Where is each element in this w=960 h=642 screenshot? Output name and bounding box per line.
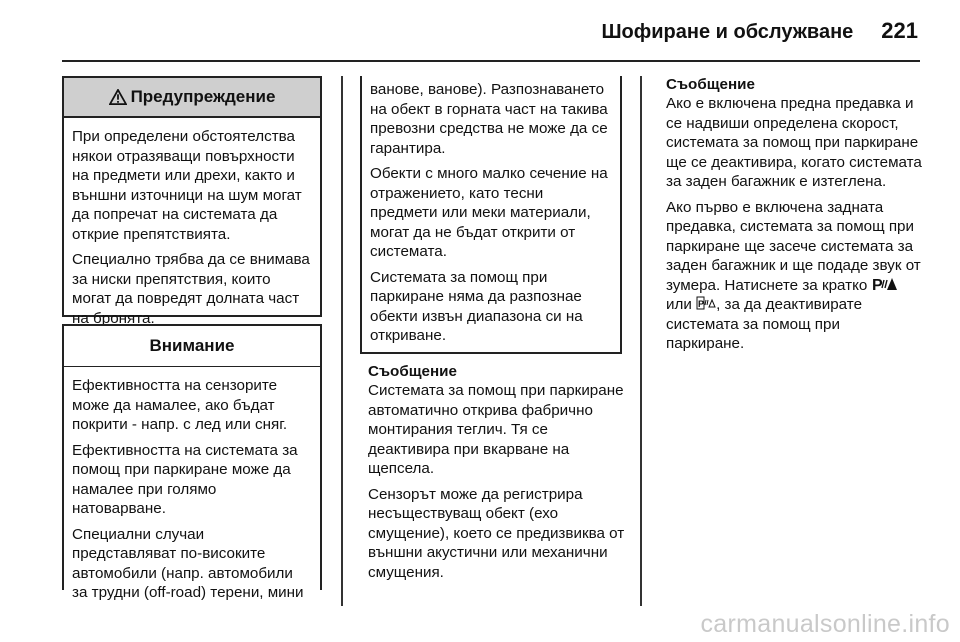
svg-text:P: P: [871, 276, 883, 292]
warning-box-header: [64, 78, 320, 118]
warning-box: [62, 76, 322, 327]
note-1-paragraph-2: Сензорът може да регистрира несъществуващ обект (ехо смущение), което се предизвиква от външни акустични или механични смущения.: [368, 485, 625, 581]
caution-cont-paragraph-1: ванове, ванове). Разпознаването на обект в горната част на такива превозни средства не може да се гарантира.: [370, 81, 608, 157]
caution-paragraph-2: Ефективността на системата за помощ при паркиране може да намалее при голямо натоварване.: [72, 441, 298, 517]
caution-cont-paragraph-3: Системата за помощ при паркиране няма да разпознае обекти извън диапазона си на откриване.: [370, 268, 583, 344]
note-2-title: Съобщение: [666, 76, 755, 93]
note-2-end: , за да деактивирате системата за помощ при паркиране.: [666, 296, 863, 352]
warning-box-title: Предупреждение: [130, 87, 276, 106]
watermark: carmanualsonline.info: [700, 610, 950, 638]
header-title: Шофиране и обслужване: [601, 21, 854, 43]
note-2-paragraph-2-text: Ако първо е включена задната предавка, системата за помощ при паркиране ще засече системата за заден багажник и ще подаде звук от зумера. Натиснете за кратко: [666, 198, 921, 294]
caution-paragraph-1: Ефективността на сензорите може да намалее, ако бъдат покрити - напр. с лед или сняг.: [72, 377, 288, 433]
caution-cont-paragraph-2: Обекти с много малко сечение на отражението, като тесни предмети или меки материали, могат да не бъдат открити от системата.: [370, 165, 608, 260]
note-2-or: или: [666, 296, 692, 313]
park-assist-button-icon: [696, 295, 716, 311]
caution-box: [62, 324, 322, 601]
caution-paragraph-3: Специални случаи представляват по-високите автомобили (напр. автомобили за трудни (off-road) терени, мини: [72, 525, 304, 601]
warning-paragraph-1: При определени обстоятелства някои отразяващи повърхности на предмети или дрехи, както и външни източници на шум могат да попречат на системата да открие препятствията.: [72, 128, 302, 243]
column-divider-right: [640, 76, 642, 606]
page-number: 221: [881, 18, 918, 43]
note-2-paragraph-2: [666, 198, 922, 354]
page-header: [601, 18, 918, 44]
warning-paragraph-2: Специално трябва да се внимава за ниски препятствия, които могат да повредят долната част на бронята.: [72, 251, 310, 327]
note-1-title: Съобщение: [368, 363, 457, 380]
park-assist-icon: [872, 276, 898, 292]
note-2: [666, 76, 922, 360]
caution-box-title: Внимание: [149, 336, 235, 355]
caution-box-header: [64, 326, 320, 367]
caution-box-continued: [360, 76, 622, 354]
note-1: [368, 363, 630, 588]
column-divider-left: [341, 76, 343, 606]
svg-text:P: P: [698, 299, 705, 309]
warning-triangle-icon: [109, 89, 127, 105]
header-rule: [62, 60, 920, 62]
note-1-paragraph-1: Системата за помощ при паркиране автоматично открива фабрично монтирания теглич. Тя се деактивира при вкарване на щепсела.: [368, 382, 624, 477]
note-2-paragraph-1: Ако е включена предна предавка и се надвиши определена скорост, системата за помощ при паркиране ще се деактивира, когато системата за заден багажник е изтеглена.: [666, 95, 922, 190]
